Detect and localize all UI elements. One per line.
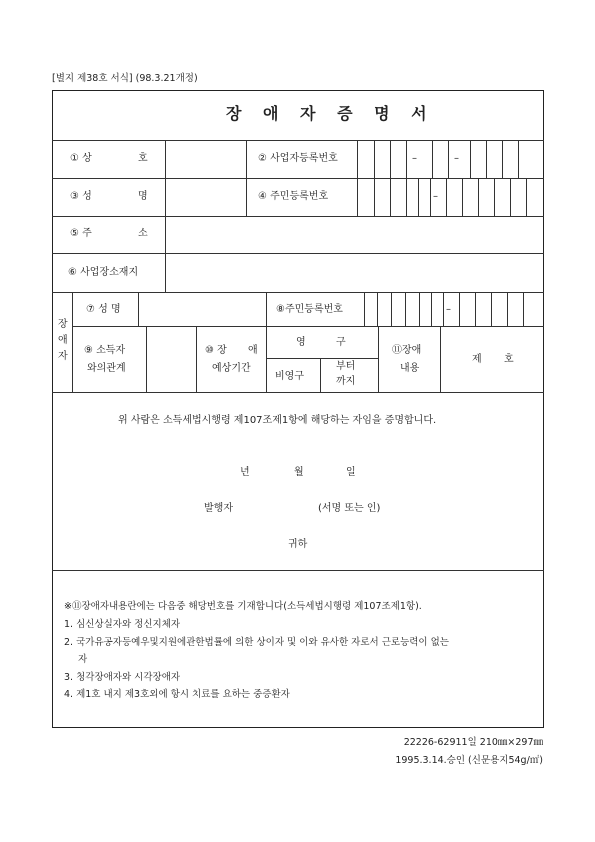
- divider: [72, 326, 544, 327]
- label-disability-a: ⑪장애: [392, 345, 422, 356]
- label-workplace: ⑥ 사업장소재지: [68, 267, 139, 278]
- label-name-b: 명: [138, 191, 148, 202]
- digit-box: [526, 178, 527, 216]
- divider: [165, 140, 166, 292]
- digit-box: [523, 292, 524, 326]
- divider: [52, 570, 544, 571]
- dash: –: [446, 304, 451, 315]
- side-label: 장: [58, 319, 68, 330]
- label-period-a2: 애: [248, 345, 258, 356]
- divider: [266, 292, 267, 392]
- label-no-a: 제: [472, 354, 482, 365]
- date-year: 년: [240, 467, 250, 478]
- notes-item: 1. 심신상실자와 정신지체자: [64, 619, 181, 630]
- label-period-b: 예상기간: [212, 363, 251, 374]
- digit-box: [443, 292, 444, 326]
- issuer-label: 발행자: [204, 503, 233, 514]
- notes-item: 2. 국가유공자등예우및지원에관한법률에 의한 상이자 및 이와 유사한 자로서 근로능력이 없는: [64, 637, 449, 648]
- label-relation-a: ⑨ 소득자: [84, 345, 126, 356]
- digit-box: [418, 178, 419, 216]
- digit-box: [446, 178, 447, 216]
- digit-box: [470, 140, 471, 178]
- notes-item: 3. 청각장애자와 시각장애자: [64, 672, 181, 683]
- label-no-b: 호: [504, 354, 514, 365]
- label-nonpermanent: 비영구: [275, 371, 304, 382]
- label-resident-reg-no: ④ 주민등록번호: [258, 191, 329, 202]
- label-name: ③ 성: [70, 191, 92, 202]
- digit-box: [374, 140, 375, 178]
- divider: [246, 140, 247, 216]
- label-disabled-resident-no: ⑧주민등록번호: [276, 304, 343, 315]
- label-permanent-b: 구: [336, 337, 346, 348]
- digit-box: [390, 140, 391, 178]
- label-address-b: 소: [138, 228, 148, 239]
- digit-box: [419, 292, 420, 326]
- digit-box: [462, 178, 463, 216]
- dash: –: [412, 153, 417, 164]
- digit-box: [494, 178, 495, 216]
- divider: [52, 392, 544, 393]
- digit-box: [431, 292, 432, 326]
- dash: –: [454, 153, 459, 164]
- divider: [52, 253, 544, 254]
- digit-box: [510, 178, 511, 216]
- date-day: 일: [346, 467, 356, 478]
- recipient-label: 귀하: [288, 539, 308, 550]
- divider: [320, 358, 321, 392]
- divider: [266, 358, 378, 359]
- label-disabled-name: ⑦ 성 명: [86, 304, 121, 315]
- digit-box: [478, 178, 479, 216]
- digit-box: [491, 292, 492, 326]
- digit-box: [502, 140, 503, 178]
- divider: [138, 292, 139, 326]
- notes-item: 자: [78, 654, 88, 665]
- divider: [378, 326, 379, 392]
- digit-box: [459, 292, 460, 326]
- digit-box: [430, 178, 431, 216]
- digit-box: [518, 140, 519, 178]
- label-trade-name: ① 상: [70, 153, 92, 164]
- divider: [52, 178, 544, 179]
- signature-label: (서명 또는 인): [318, 503, 381, 514]
- notes-item: 4. 제1호 내지 제3호외에 항시 치료를 요하는 중증환자: [64, 689, 290, 700]
- divider: [357, 140, 358, 216]
- notes-heading: ※⑪장애자내용란에는 다음중 해당번호를 기재합니다(소득세법시행령 제107조제1항).: [64, 601, 422, 612]
- label-from: 부터: [336, 361, 356, 372]
- digit-box: [406, 140, 407, 178]
- digit-box: [405, 292, 406, 326]
- digit-box: [374, 178, 375, 216]
- digit-box: [391, 292, 392, 326]
- divider: [146, 326, 147, 392]
- digit-box: [406, 178, 407, 216]
- digit-box: [475, 292, 476, 326]
- divider: [440, 326, 441, 392]
- divider: [52, 292, 544, 293]
- digit-box: [390, 178, 391, 216]
- label-trade-name-b: 호: [138, 153, 148, 164]
- date-month: 월: [294, 467, 304, 478]
- label-permanent-a: 영: [296, 337, 306, 348]
- side-label: 자: [58, 351, 68, 362]
- divider: [364, 292, 365, 326]
- label-business-reg-no: ② 사업자등록번호: [258, 153, 338, 164]
- side-label: 애: [58, 335, 68, 346]
- statement-text: 위 사람은 소득세법시행령 제107조제1항에 해당하는 자임을 증명합니다.: [118, 415, 437, 426]
- form-code: 22226-62911일 210㎜×297㎜: [403, 737, 543, 748]
- approval-info: 1995.3.14.승인 (신문용지54g/㎡): [395, 755, 543, 766]
- form-frame: [52, 90, 544, 728]
- label-period-a: ⑩ 장: [205, 345, 227, 356]
- label-address: ⑤ 주: [70, 228, 92, 239]
- divider: [72, 292, 73, 392]
- divider: [196, 326, 197, 392]
- digit-box: [507, 292, 508, 326]
- label-relation-b: 와의관계: [87, 363, 126, 374]
- dash: –: [433, 191, 438, 202]
- digit-box: [432, 140, 433, 178]
- divider: [52, 216, 544, 217]
- label-until: 까지: [336, 376, 356, 387]
- digit-box: [377, 292, 378, 326]
- form-title: 장 애 자 증 명 서: [226, 104, 435, 123]
- digit-box: [448, 140, 449, 178]
- digit-box: [486, 140, 487, 178]
- label-disability-b: 내용: [400, 363, 420, 374]
- form-reference: [별지 제38호 서식] (98.3.21개정): [52, 73, 198, 84]
